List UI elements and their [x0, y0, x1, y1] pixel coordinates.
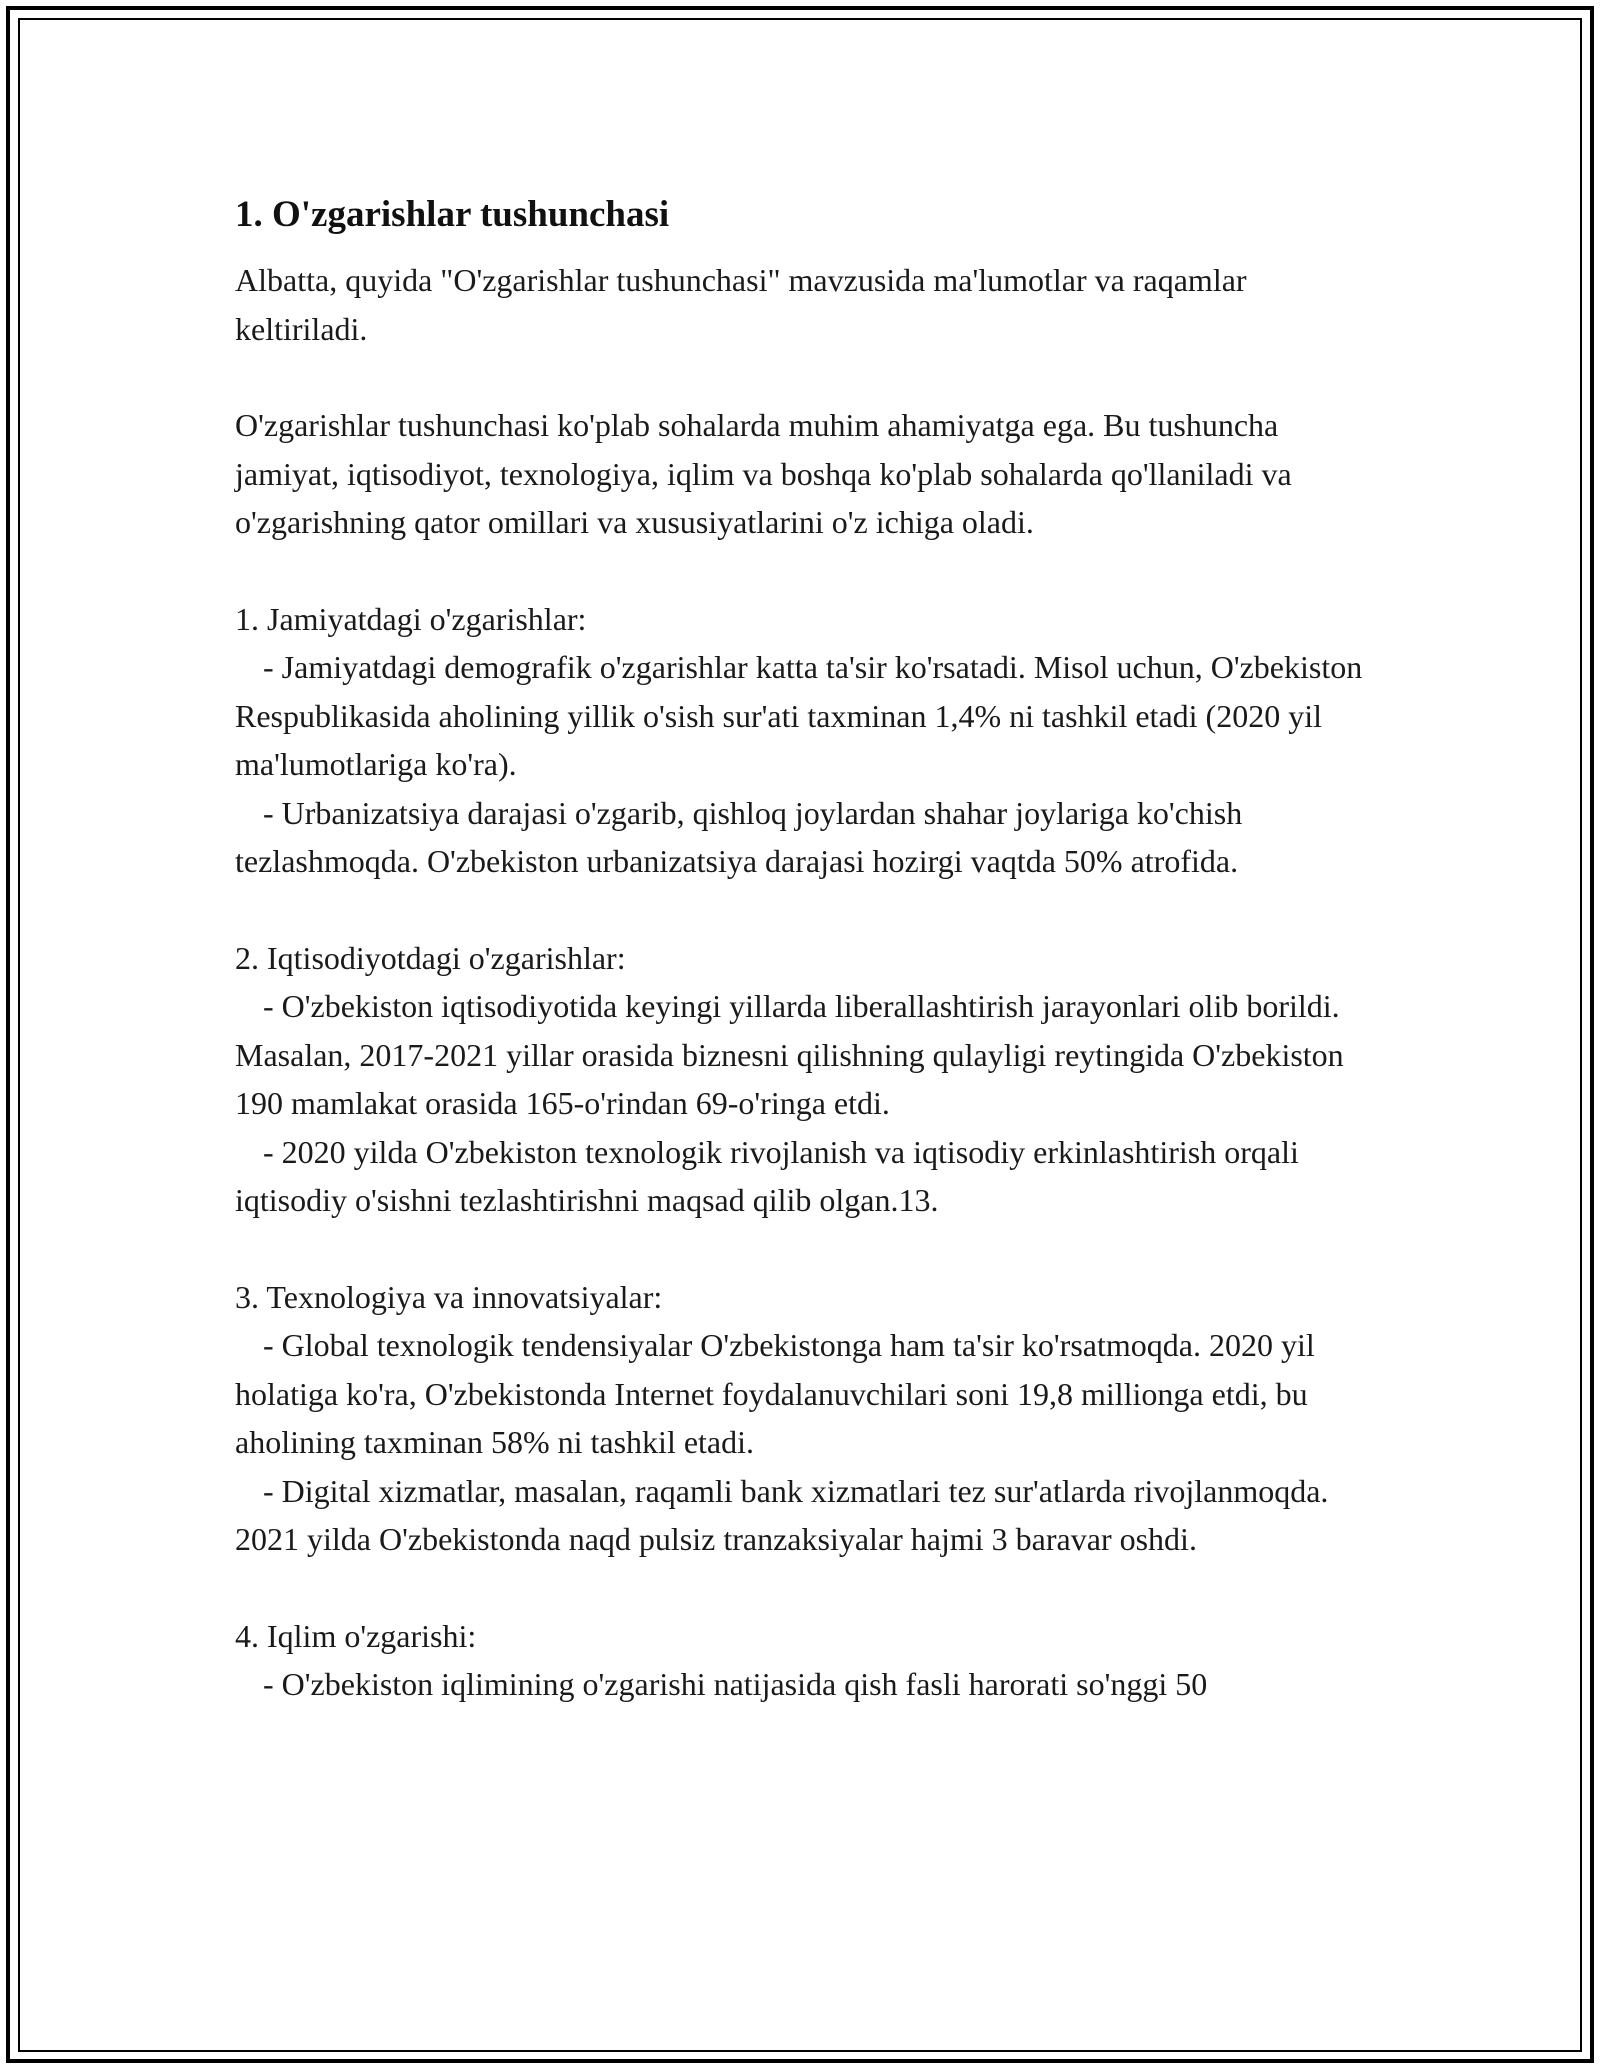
section-heading: 2. Iqtisodiyotdagi o'zgarishlar: [235, 939, 626, 976]
section-economy [235, 934, 1375, 1225]
bullet-item: - Global texnologik tendensiyalar O'zbekistonga ham ta'sir ko'rsatmoqda. 2020 yil holatiga ko'ra, O'zbekistonda Internet foydalanuvchilari soni 19,8 millionga etdi, bu aholining taxminan 58% ni tashkil etadi. [235, 1327, 1315, 1460]
section-society [235, 595, 1375, 886]
bullet-item: - Digital xizmatlar, masalan, raqamli bank xizmatlari tez sur'atlarda rivojlanmoqda. 2021 yilda O'zbekistonda naqd pulsiz tranzaksiyalar hajmi 3 baravar oshdi. [235, 1472, 1329, 1557]
bullet-item: - O'zbekiston iqlimining o'zgarishi natijasida qish fasli harorati so'nggi 50 [263, 1666, 1208, 1702]
section-climate [235, 1612, 1375, 1709]
bullet-item: - O'zbekiston iqtisodiyotida keyingi yillarda liberallashtirish jarayonlari olib borildi. Masalan, 2017-2021 yillar orasida biznesni qilishning qulayligi reytingida O'zbekiston 190 mamlakat orasida 165-o'rindan 69-o'ringa etdi. [235, 988, 1344, 1121]
section-heading: 3. Texnologiya va innovatsiyalar: [235, 1278, 663, 1315]
document-title: 1. O'zgarishlar tushunchasi [235, 194, 670, 235]
section-heading: 4. Iqlim o'zgarishi: [235, 1617, 477, 1654]
bullet-item: - Urbanizatsiya darajasi o'zgarib, qishloq joylardan shahar joylariga ko'chish tezlashmoqda. O'zbekiston urbanizatsiya darajasi hozirgi vaqtda 50% atrofida. [235, 794, 1243, 879]
section-technology [235, 1273, 1375, 1564]
intro-paragraph: Albatta, quyida "O'zgarishlar tushunchasi" mavzusida ma'lumotlar va raqamlar keltiriladi. [235, 262, 1247, 347]
intro-paragraph: O'zgarishlar tushunchasi ko'plab sohalarda muhim ahamiyatga ega. Bu tushuncha jamiyat, iqtisodiyot, texnologiya, iqlim va boshqa ko'plab sohalarda qo'llaniladi va o'zgarishning qator omillari va xususiyatlarini o'z ichiga oladi. [235, 407, 1292, 540]
bullet-item: - 2020 yilda O'zbekiston texnologik rivojlanish va iqtisodiy erkinlashtirish orqali iqtisodiy o'sishni tezlashtirishni maqsad qilib olgan.13. [235, 1133, 1299, 1218]
document-body [235, 188, 1375, 1757]
bullet-item: - Jamiyatdagi demografik o'zgarishlar katta ta'sir ko'rsatadi. Misol uchun, O'zbekiston Respublikasida aholining yillik o'sish sur'ati taxminan 1,4% ni tashkil etadi (2020 yil ma'lumotlariga ko'ra). [235, 649, 1363, 782]
section-heading: 1. Jamiyatdagi o'zgarishlar: [235, 600, 587, 637]
